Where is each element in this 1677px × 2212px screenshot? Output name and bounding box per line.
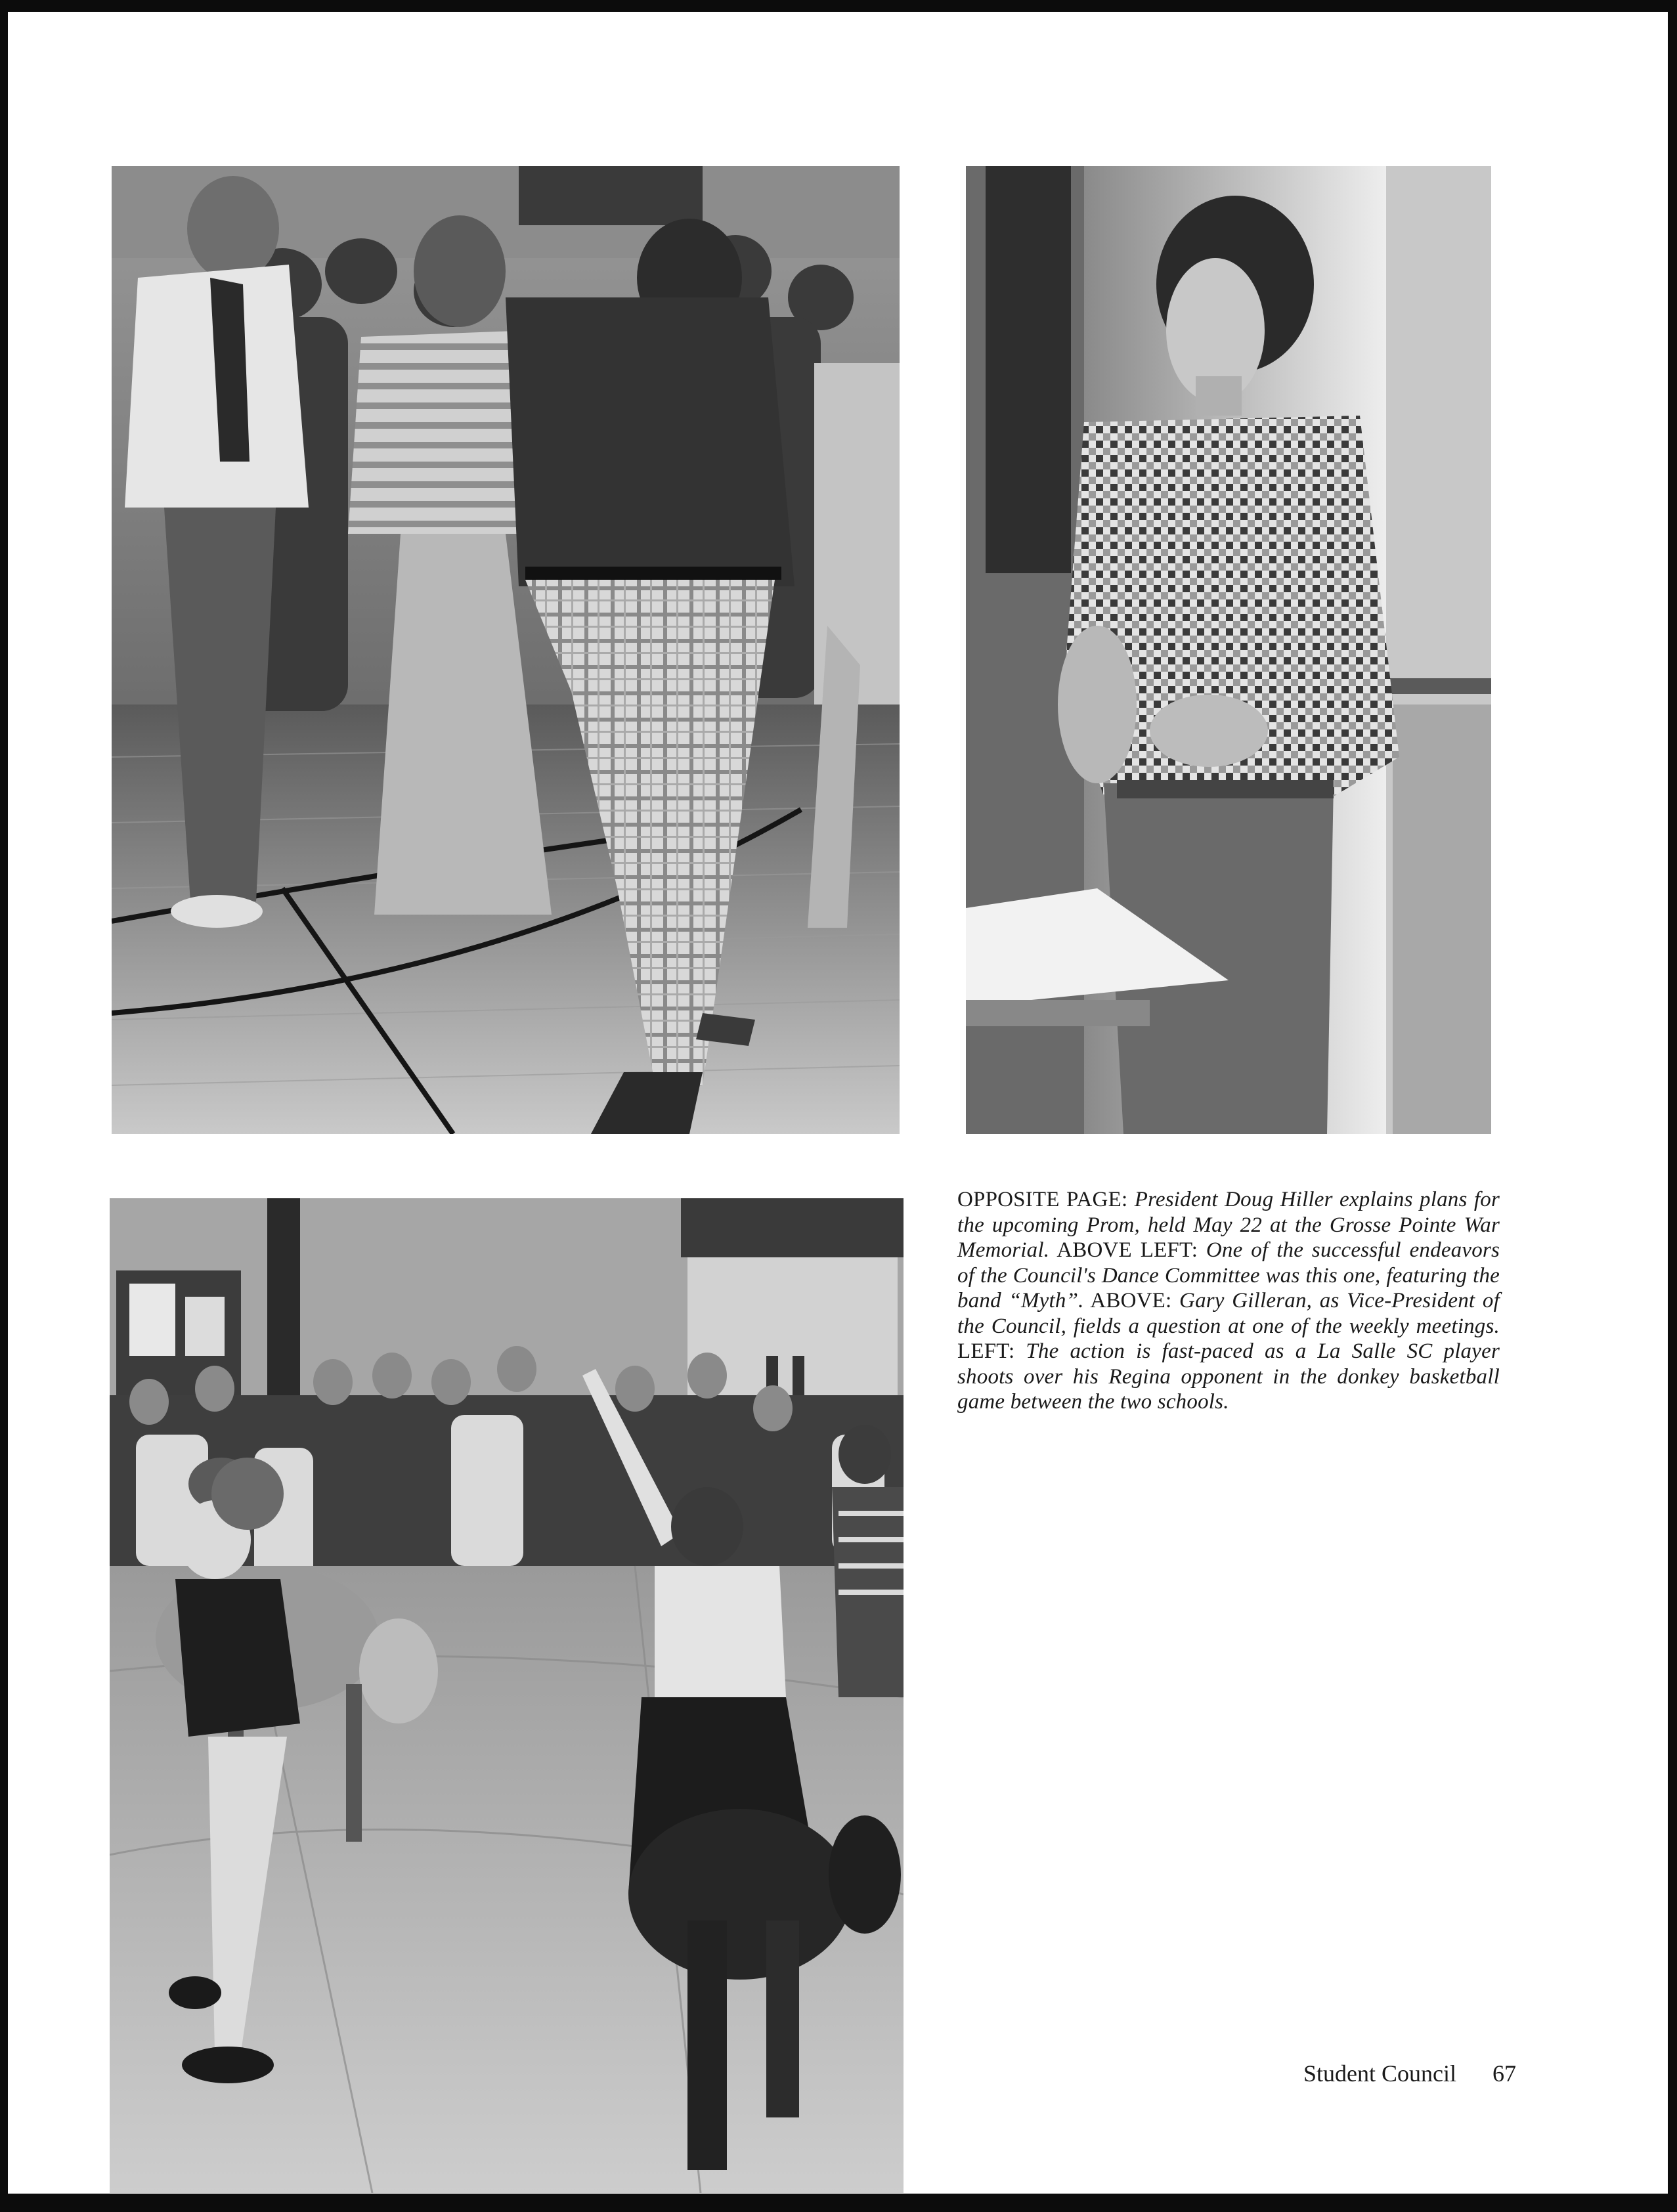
caption-text-above-left: One of the successful endeavors of the Council's Dance Committee was this one, featuring the band “Myth”. xyxy=(957,1238,1500,1312)
caption-label-above: ABOVE: xyxy=(1090,1289,1172,1312)
photo-caption xyxy=(957,1187,1500,1415)
caption-label-left: LEFT: xyxy=(957,1339,1015,1363)
caption-text-opposite-page: President Doug Hiller explains plans for the upcoming Prom, held May 22 at the Grosse Pointe War Memorial. xyxy=(957,1188,1500,1262)
vice-president-photo xyxy=(966,166,1491,1134)
caption-text-above: Gary Gilleran, as Vice-President of the Council, fields a question at one of the weekly meetings. xyxy=(957,1289,1500,1338)
scan-edge-right xyxy=(1668,0,1677,2212)
dance-photo xyxy=(112,166,900,1134)
caption-label-above-left: ABOVE LEFT: xyxy=(1056,1238,1198,1262)
scan-edge-left xyxy=(0,0,8,2212)
caption-text-left: The action is fast-paced as a La Salle SC player shoots over his Regina opponent in the donkey basketball game between the two schools. xyxy=(957,1339,1500,1414)
page-footer xyxy=(1303,2060,1540,2087)
donkey-basketball-photo-illustration xyxy=(110,1198,904,2193)
vice-president-photo-illustration xyxy=(966,166,1491,1134)
scan-edge-top xyxy=(0,0,1677,12)
dance-photo-illustration xyxy=(112,166,900,1134)
section-title: Student Council xyxy=(1303,2060,1456,2087)
page-number: 67 xyxy=(1492,2060,1516,2087)
donkey-basketball-photo xyxy=(110,1198,904,2193)
caption-label-opposite-page: OPPOSITE PAGE: xyxy=(957,1188,1128,1211)
scan-edge-bottom xyxy=(0,2194,1677,2212)
